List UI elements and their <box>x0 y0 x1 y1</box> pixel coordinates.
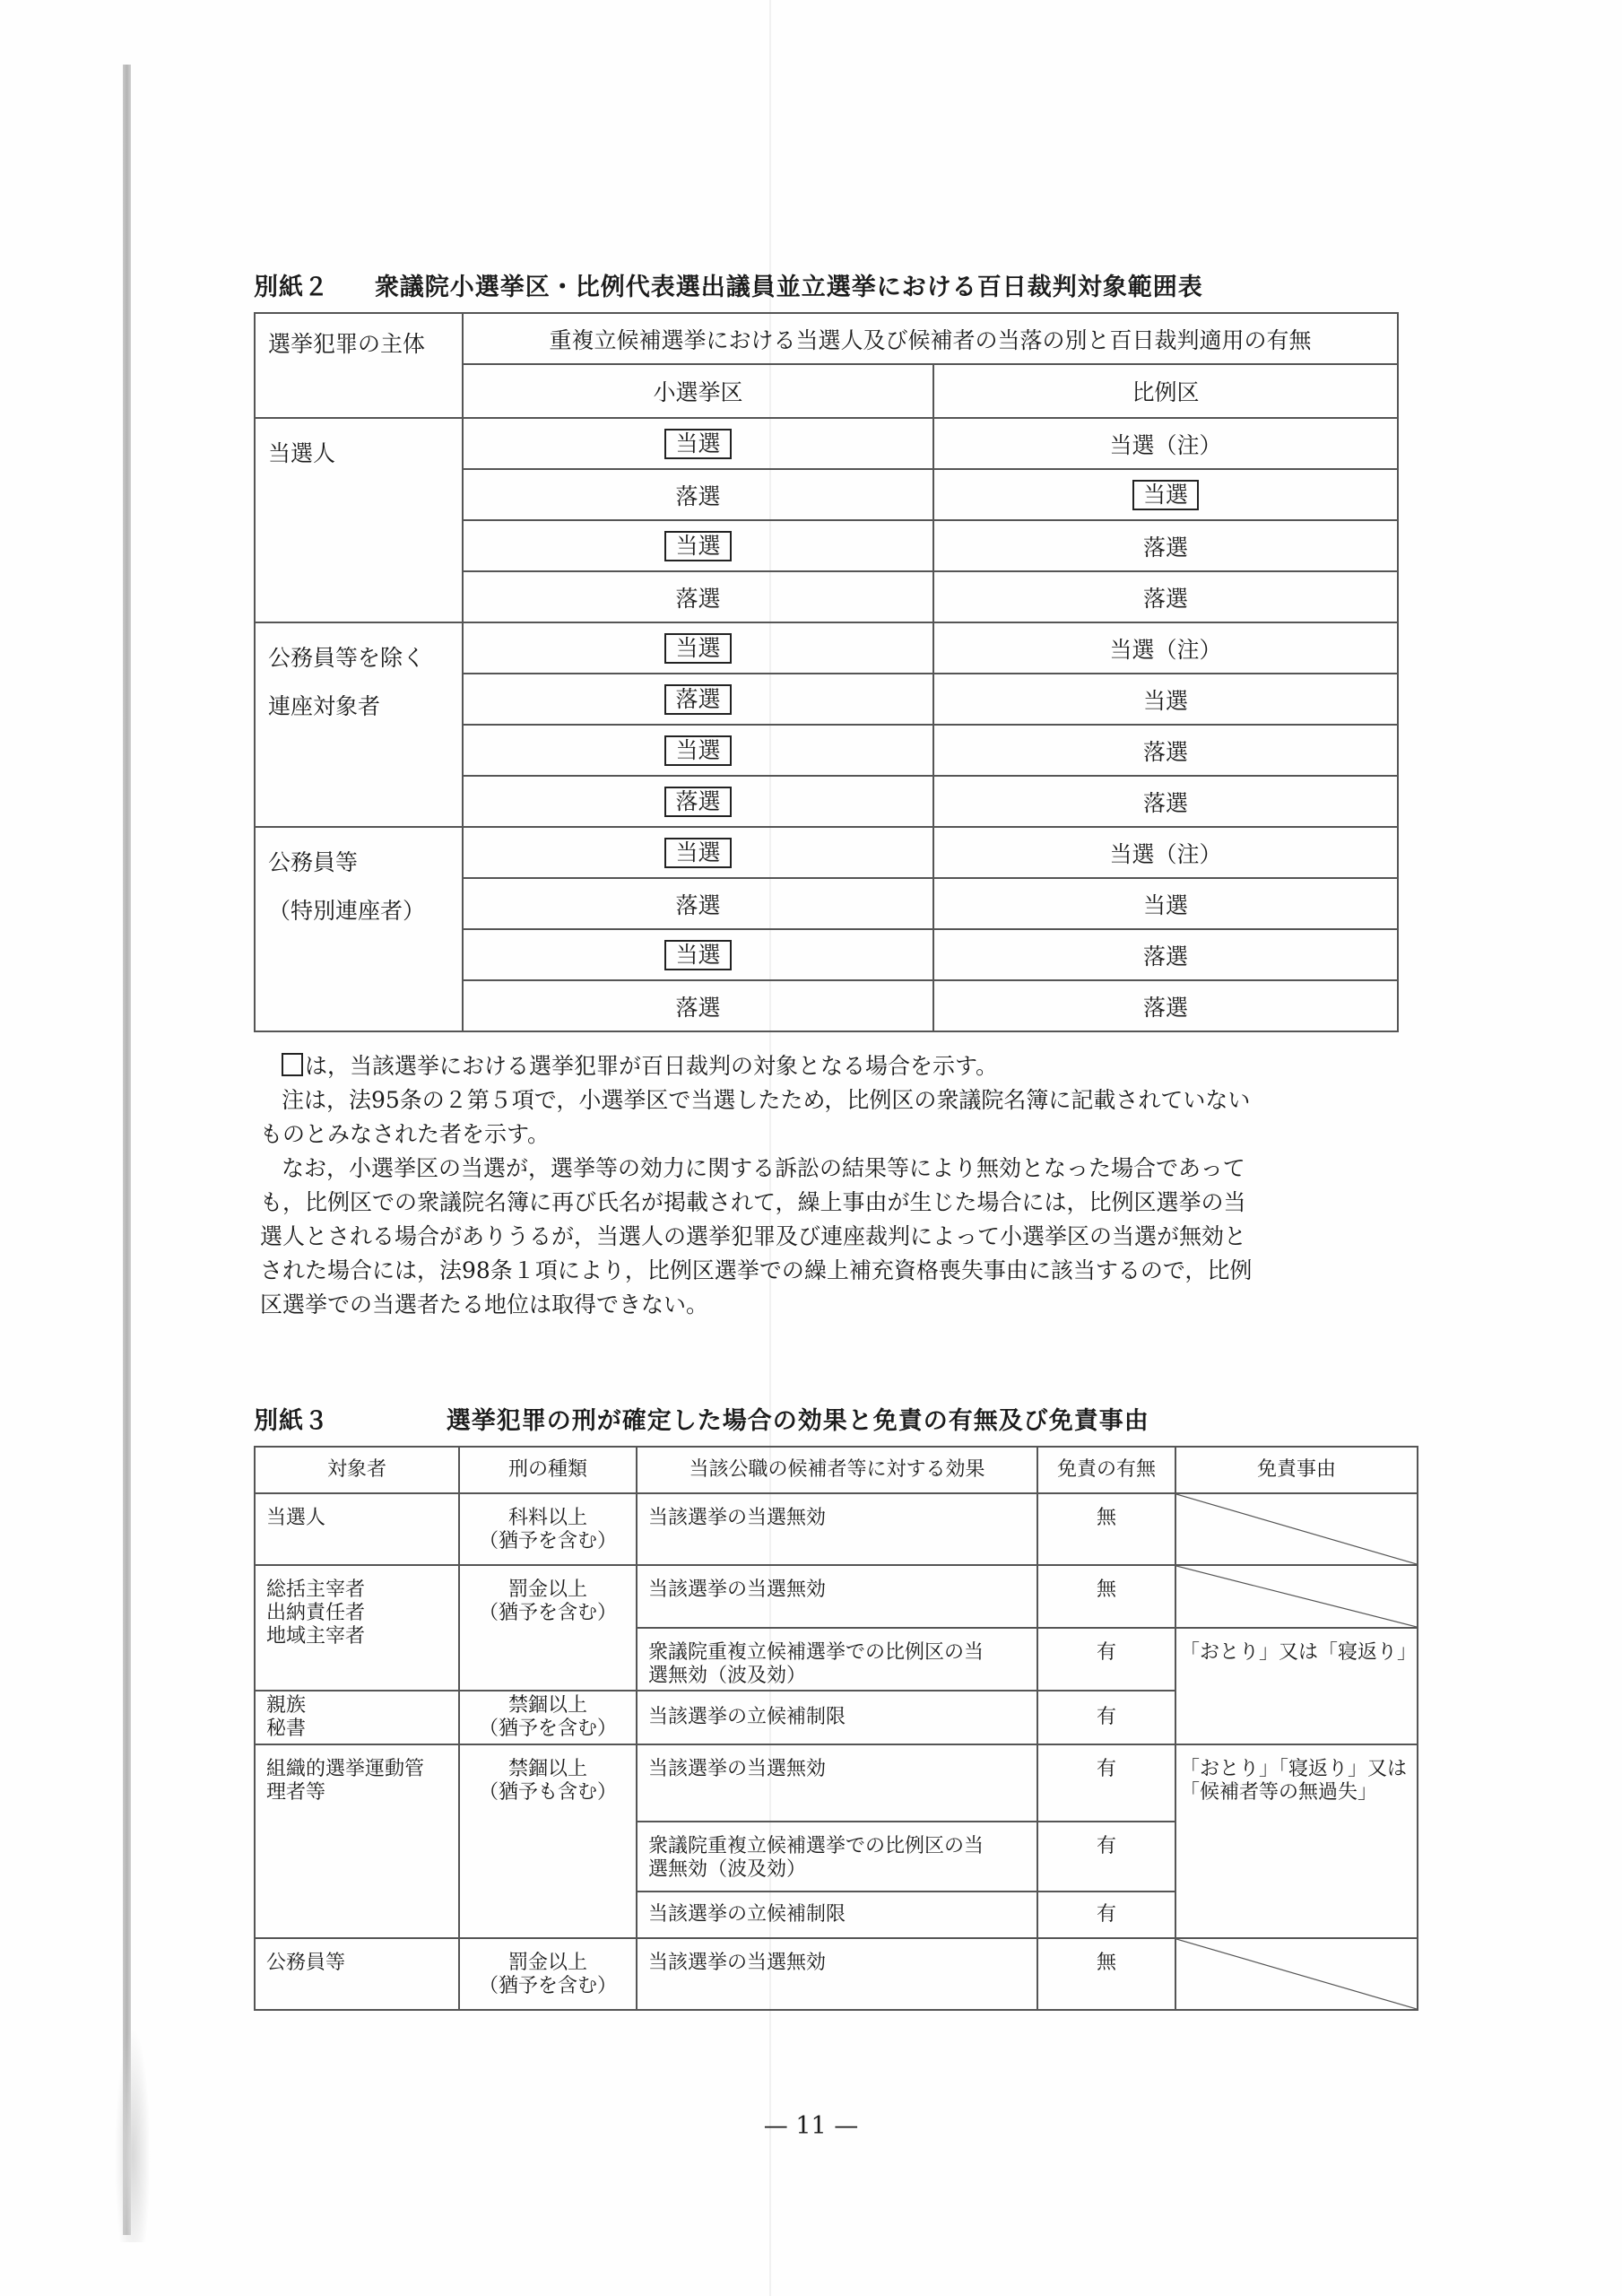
note-box-legend: は，当該選挙における選挙犯罪が百日裁判の対象となる場合を示す。 <box>260 1049 1417 1083</box>
boxed-result: 落選 <box>664 787 731 817</box>
result: 落選 <box>675 891 721 918</box>
pr-cell <box>933 878 1398 929</box>
diagonal-slash <box>1176 1494 1417 1564</box>
result: 落選 <box>1143 943 1189 970</box>
single-district-cell <box>463 418 933 469</box>
target-cell: 親族 秘書 <box>255 1691 459 1744</box>
box-symbol-icon <box>282 1053 303 1076</box>
result: 当選（注） <box>1109 636 1222 663</box>
header-exemption: 免責の有無 <box>1037 1447 1175 1493</box>
appendix2-title: 衆議院小選挙区・比例代表選出議員並立選挙における百日裁判対象範囲表 <box>374 274 1203 301</box>
subject-cell: 公務員等 （特別連座者） <box>255 827 463 1031</box>
exemption-cell: 無 <box>1037 1493 1175 1565</box>
page-number: — 11 — <box>763 2112 859 2140</box>
pr-cell <box>933 827 1398 878</box>
result: 落選 <box>1143 789 1189 816</box>
reason-cell-empty <box>1175 1938 1418 2010</box>
header-effect: 当該公職の候補者等に対する効果 <box>637 1447 1037 1493</box>
appendix3-label: 別紙３ <box>254 1407 329 1435</box>
diagonal-slash <box>1176 1939 1417 2009</box>
note-2b: も，比例区での衆議院名簿に再び氏名が掲載されて，繰上事由が生じた場合には，比例区選挙の当 <box>260 1189 1246 1215</box>
pr-cell <box>933 418 1398 469</box>
single-district-cell <box>463 776 933 827</box>
boxed-result: 当選 <box>664 940 731 970</box>
effect-cell: 衆議院重複立候補選挙での比例区の当 選無効（波及効） <box>637 1822 1037 1892</box>
exemption-cell: 無 <box>1037 1938 1175 2010</box>
penalty-cell: 罰金以上 （猶予を含む） <box>459 1938 637 2010</box>
single-district-cell <box>463 571 933 622</box>
note-2e: 区選挙での当選者たる地位は取得できない。 <box>260 1292 709 1318</box>
penalty-cell: 罰金以上 （猶予を含む） <box>459 1565 637 1691</box>
pr-cell <box>933 776 1398 827</box>
single-district-cell <box>463 929 933 980</box>
table-row <box>255 1493 1418 1565</box>
result: 当選 <box>1143 891 1189 918</box>
table-row <box>255 622 1398 674</box>
appendix2-heading <box>254 267 1203 302</box>
pr-cell <box>933 929 1398 980</box>
exemption-cell: 有 <box>1037 1892 1175 1938</box>
diagonal-slash <box>1176 1566 1417 1627</box>
result: 落選 <box>1143 994 1189 1021</box>
header-penalty: 刑の種類 <box>459 1447 637 1493</box>
table-row <box>255 1938 1418 2010</box>
pr-cell <box>933 571 1398 622</box>
single-district-cell <box>463 622 933 674</box>
exemption-cell: 有 <box>1037 1822 1175 1892</box>
effect-cell: 衆議院重複立候補選挙での比例区の当 選無効（波及効） <box>637 1628 1037 1691</box>
reason-cell-empty <box>1175 1565 1418 1628</box>
result: 当選（注） <box>1109 840 1222 867</box>
boxed-result: 当選 <box>664 531 731 561</box>
header-pr: 比例区 <box>933 364 1398 418</box>
reason-cell: 「おとり」「寝返り」又は 「候補者等の無過失」 <box>1175 1744 1418 1938</box>
exemption-cell: 有 <box>1037 1691 1175 1744</box>
appendix2-notes <box>260 1049 1417 1322</box>
appendix2-label: 別紙２ <box>254 274 329 301</box>
pr-cell <box>933 725 1398 776</box>
result: 落選 <box>675 585 721 612</box>
appendix3-heading <box>254 1401 1149 1436</box>
effect-cell: 当該選挙の立候補制限 <box>637 1691 1037 1744</box>
note-1b: ものとみなされた者を示す。 <box>260 1121 551 1147</box>
header-single-district: 小選挙区 <box>463 364 933 418</box>
penalty-cell: 禁錮以上 （猶予を含む） <box>459 1691 637 1744</box>
target-cell: 総括主宰者 出納責任者 地域主宰者 <box>255 1565 459 1691</box>
result: 落選 <box>1143 534 1189 561</box>
exemption-cell: 有 <box>1037 1744 1175 1822</box>
penalty-cell: 禁錮以上 （猶予も含む） <box>459 1744 637 1938</box>
exemption-cell: 有 <box>1037 1628 1175 1691</box>
result: 当選 <box>1143 687 1189 714</box>
single-district-cell <box>463 469 933 520</box>
boxed-result: 当選 <box>664 633 731 664</box>
effect-cell: 当該選挙の立候補制限 <box>637 1892 1037 1938</box>
target-cell: 公務員等 <box>255 1938 459 2010</box>
exemption-cell: 無 <box>1037 1565 1175 1628</box>
scan-binding-shadow <box>123 65 131 2235</box>
single-district-cell <box>463 878 933 929</box>
table-row <box>255 418 1398 469</box>
reason-cell-empty <box>1175 1493 1418 1565</box>
penalty-effects-table <box>254 1446 1418 2011</box>
table-row <box>255 1565 1418 1628</box>
single-district-cell <box>463 725 933 776</box>
single-district-cell <box>463 827 933 878</box>
pr-cell <box>933 980 1398 1031</box>
pr-cell <box>933 469 1398 520</box>
table-row <box>255 827 1398 878</box>
header-target: 対象者 <box>255 1447 459 1493</box>
target-cell: 当選人 <box>255 1493 459 1565</box>
boxed-result: 当選 <box>664 735 731 766</box>
note-1a: 注は，法95条の２第５項で，小選挙区で当選したため，比例区の衆議院名簿に記載されていない <box>282 1087 1251 1113</box>
note-2a: なお，小選挙区の当選が，選挙等の効力に関する訴訟の結果等により無効となった場合であって <box>282 1155 1245 1181</box>
effect-cell: 当該選挙の当選無効 <box>637 1493 1037 1565</box>
effect-cell: 当該選挙の当選無効 <box>637 1938 1037 2010</box>
header-reason: 免責事由 <box>1175 1447 1418 1493</box>
effect-cell: 当該選挙の当選無効 <box>637 1744 1037 1822</box>
boxed-result: 落選 <box>664 684 731 715</box>
boxed-result: 当選 <box>1132 480 1199 510</box>
pr-cell <box>933 622 1398 674</box>
hundred-day-trial-table <box>254 312 1399 1032</box>
appendix3-title: 選挙犯罪の刑が確定した場合の効果と免責の有無及び免責事由 <box>446 1407 1149 1435</box>
single-district-cell <box>463 674 933 725</box>
effect-cell: 当該選挙の当選無効 <box>637 1565 1037 1628</box>
result: 落選 <box>1143 738 1189 765</box>
result: 当選（注） <box>1109 431 1222 458</box>
single-district-cell <box>463 520 933 571</box>
header-subject: 選挙犯罪の主体 <box>255 313 463 418</box>
target-cell: 組織的選挙運動管 理者等 <box>255 1744 459 1938</box>
subject-cell: 当選人 <box>255 418 463 622</box>
header-group: 重複立候補選挙における当選人及び候補者の当落の別と百日裁判適用の有無 <box>463 313 1398 364</box>
subject-cell: 公務員等を除く 連座対象者 <box>255 622 463 827</box>
note-2d: された場合には，法98条１項により，比例区選挙での繰上補充資格喪失事由に該当するので，比例 <box>260 1257 1253 1283</box>
pr-cell <box>933 520 1398 571</box>
result: 落選 <box>675 483 721 509</box>
boxed-result: 当選 <box>664 429 731 459</box>
single-district-cell <box>463 980 933 1031</box>
note-2c: 選人とされる場合がありうるが，当選人の選挙犯罪及び連座裁判によって小選挙区の当選が無効と <box>260 1223 1247 1249</box>
pr-cell <box>933 674 1398 725</box>
boxed-result: 当選 <box>664 838 731 868</box>
result: 落選 <box>1143 585 1189 612</box>
reason-cell: 「おとり」又は「寝返り」 <box>1175 1628 1418 1744</box>
result: 落選 <box>675 994 721 1021</box>
penalty-cell: 科料以上 （猶予を含む） <box>459 1493 637 1565</box>
table-row <box>255 1744 1418 1822</box>
